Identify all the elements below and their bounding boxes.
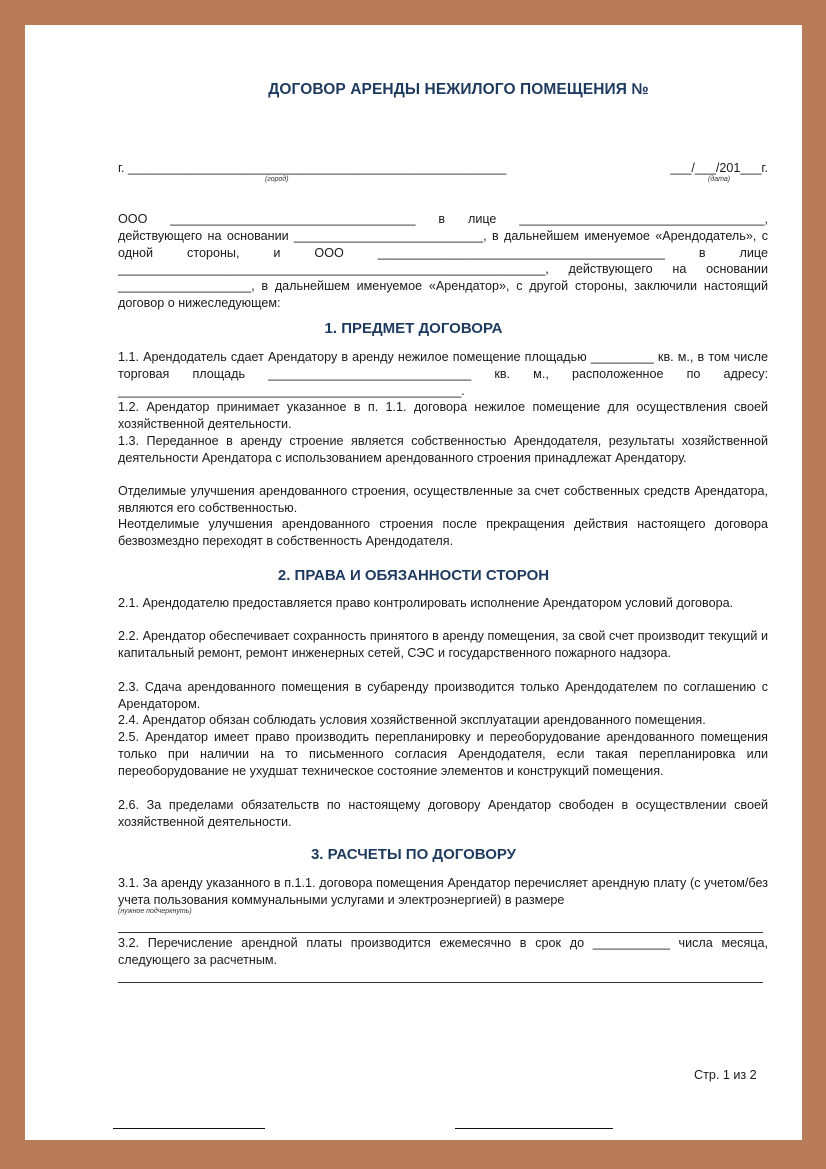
section-3-heading: 3. РАСЧЕТЫ ПО ДОГОВОРУ [310, 846, 517, 863]
clause-2-3: 2.3. Сдача арендованного помещения в субаренду производится только Арендодателем по соглашению с Арендатором. [118, 680, 768, 711]
signature-line-tenant [455, 1128, 613, 1129]
intro-paragraph: ООО ___________________________________ в лице ___________________________________, действующего на основании ___________________________, в дальнейшем именуемое «Арендодатель», с одной стороны, и ООО _________________________________________ в лице _____________________________________________________________, действующего на основании ___________________, в дальнейшем именуемое «Арендатор», с другой стороны, заключили настоящий договор о нижеследующем: [118, 212, 768, 310]
clause-1-2: 1.2. Арендатор принимает указанное в п. 1.1. договора нежилое помещение для осуществления своей хозяйственной деятельности. [118, 400, 768, 431]
document-page [25, 25, 802, 1140]
date-field: ___/___/201___г. [670, 161, 768, 175]
page-number: Стр. 1 из 2 [694, 1068, 757, 1082]
clause-3-1: 3.1. За аренду указанного в п.1.1. договора помещения Арендатор перечисляет арендную плату (с учетом/без учета пользования коммунальными услугами и электроэнергией) в размере [118, 876, 768, 907]
clause-1-3-separable: Отделимые улучшения арендованного строения, осуществленные за счет собственных средств Арендатора, являются его собственностью. [118, 484, 768, 515]
clause-2-1: 2.1. Арендодателю предоставляется право контролировать исполнение Арендатором условий договора. [118, 596, 734, 610]
clause-2-6: 2.6. За пределами обязательств по настоящему договору Арендатор свободен в осуществлении своей хозяйственной деятельности. [118, 798, 768, 829]
date-hint: (дата) [708, 176, 731, 183]
clause-2-4: 2.4. Арендатор обязан соблюдать условия хозяйственной эксплуатации арендованного помещения. [118, 713, 706, 727]
clause-3-2: 3.2. Перечисление арендной платы производится ежемесячно в срок до ___________ числа месяца, следующего за расчетным. [118, 936, 768, 967]
underline-hint: (нужное подчеркнуть) [118, 908, 192, 915]
city-line [118, 161, 768, 175]
clause-2-2: 2.2. Арендатор обеспечивает сохранность принятого в аренду помещения, за свой счет производит текущий и капитальный ремонт, ремонт инженерных сетей, СЭС и государственного пожарного надзора. [118, 629, 768, 660]
clause-1-3-inseparable: Неотделимые улучшения арендованного строения после прекращения действия настоящего договора безвозмездно переходят в собственность Арендодателя. [118, 517, 768, 548]
blank-line [118, 982, 763, 983]
signature-line-landlord [113, 1128, 265, 1129]
clause-1-1: 1.1. Арендодатель сдает Арендатору в аренду нежилое помещение площадью _________ кв. м., в том числе торговая площадь _____________________________ кв. м., расположенное по адресу: _________________________________________________. [118, 350, 768, 398]
section-1-heading: 1. ПРЕДМЕТ ДОГОВОРА [324, 320, 503, 337]
clause-1-3: 1.3. Переданное в аренду строение является собственностью Арендодателя, результаты хозяйственной деятельности Арендатора с использованием арендованного строения принадлежат Арендатору. [118, 434, 768, 465]
document-title: ДОГОВОР АРЕНДЫ НЕЖИЛОГО ПОМЕЩЕНИЯ № [268, 81, 649, 98]
section-2-heading: 2. ПРАВА И ОБЯЗАННОСТИ СТОРОН [277, 567, 550, 584]
payment-amount-line [118, 932, 763, 933]
clause-2-5: 2.5. Арендатор имеет право производить перепланировку и переоборудование арендованного помещения только при наличии на то письменного согласия Арендодателя, если такая перепланировка или переоборудование не ухудшат техническое состояние элементов и конструкций помещения. [118, 730, 768, 778]
city-field: г. ______________________________________________________ [118, 161, 507, 175]
city-hint: (город) [265, 176, 289, 183]
